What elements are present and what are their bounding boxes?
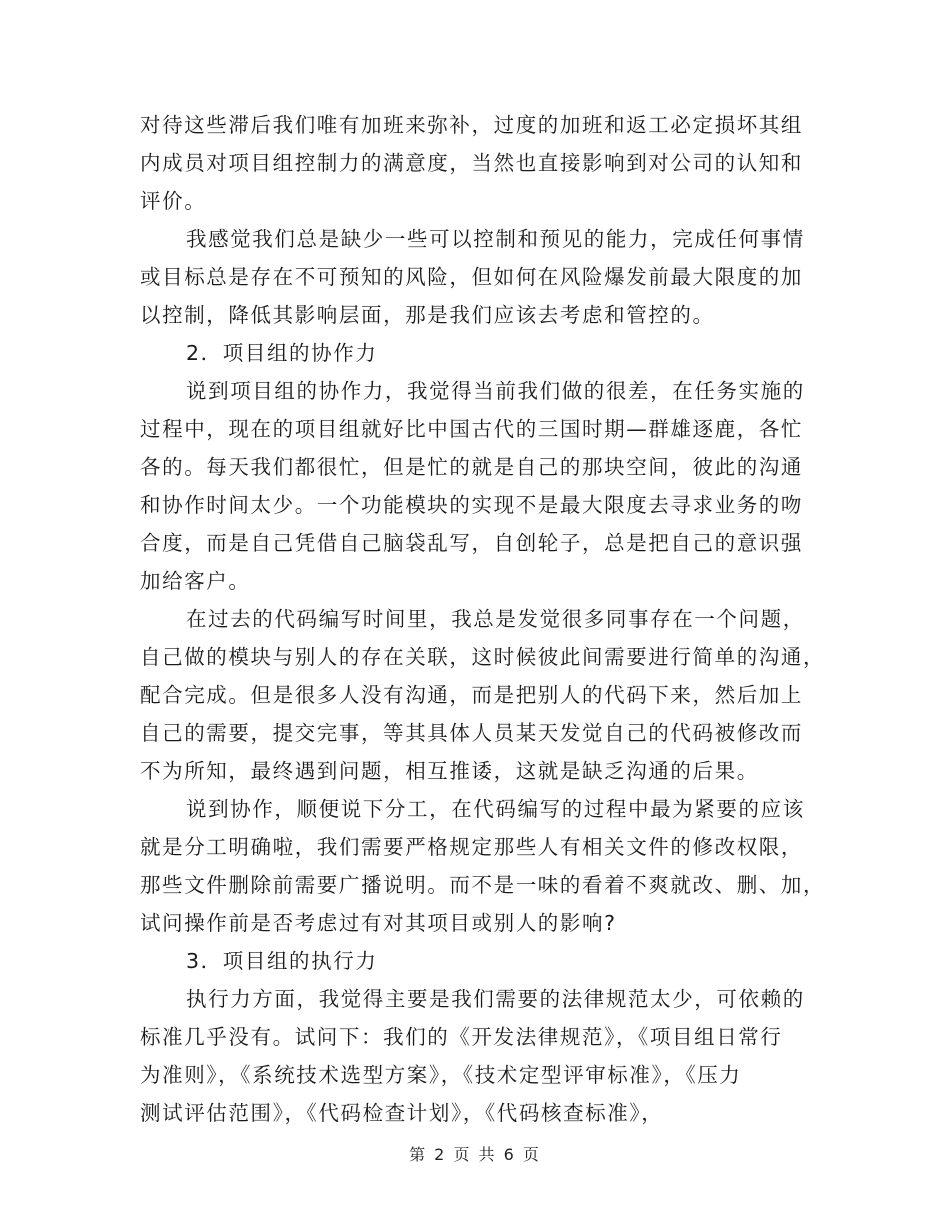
text-line: 测试评估范围》，《代码检查计划》，《代码核查标准》， xyxy=(140,1101,664,1125)
section-heading: 2．项目组的协作力 xyxy=(186,341,378,365)
text-line: 合度，而是自己凭借自己脑袋乱写，自创轮子，总是把自己的意识强 xyxy=(140,531,803,555)
text-line: 我感觉我们总是缺少一些可以控制和预见的能力，完成任何事情 xyxy=(186,227,805,251)
text-line: 配合完成。但是很多人没有沟通，而是把别人的代码下来，然后加上 xyxy=(140,683,803,707)
text-line: 在过去的代码编写时间里，我总是发觉很多同事存在一个问题， xyxy=(186,607,805,631)
text-line: 评价。 xyxy=(140,189,207,213)
text-line: 标准几乎没有。试问下：我们的《开发法律规范》，《项目组日常行 xyxy=(140,1025,783,1049)
text-line: 内成员对项目组控制力的满意度，当然也直接影响到对公司的认知和 xyxy=(140,151,803,175)
text-line: 自己做的模块与别人的存在关联，这时候彼此间需要进行简单的沟通， xyxy=(140,645,826,669)
text-line: 自己的需要，提交完事，等其具体人员某天发觉自己的代码被修改而 xyxy=(140,721,803,745)
text-line: 说到协作，顺便说下分工，在代码编写的过程中最为紧要的应该 xyxy=(186,797,805,821)
text-line: 以控制，降低其影响层面，那是我们应该去考虑和管控的。 xyxy=(140,303,715,327)
text-line: 和协作时间太少。一个功能模块的实现不是最大限度去寻求业务的吻 xyxy=(140,493,803,517)
section-heading: 3．项目组的执行力 xyxy=(186,949,378,973)
text-line: 那些文件删除前需要广播说明。而不是一味的看着不爽就改、删、加， xyxy=(140,873,826,897)
text-line: 试问操作前是否考虑过有对其项目或别人的影响? xyxy=(140,911,617,935)
text-line: 或目标总是存在不可预知的风险，但如何在风险爆发前最大限度的加 xyxy=(140,265,803,289)
text-line: 为准则》，《系统技术选型方案》，《技术定型评审标准》，《压力 xyxy=(140,1063,742,1087)
text-line: 对待这些滞后我们唯有加班来弥补，过度的加班和返工必定损坏其组 xyxy=(140,113,803,137)
document-body xyxy=(140,106,826,1132)
text-line: 过程中，现在的项目组就好比中国古代的三国时期—群雄逐鹿，各忙 xyxy=(140,417,803,441)
text-line: 执行力方面，我觉得主要是我们需要的法律规范太少，可依赖的 xyxy=(186,987,805,1011)
page-footer: 第 2 页 共 6 页 xyxy=(409,1145,541,1164)
text-line: 不为所知，最终遇到问题，相互推诿，这就是缺乏沟通的后果。 xyxy=(140,759,759,783)
text-line: 加给客户。 xyxy=(140,569,251,593)
text-line: 就是分工明确啦，我们需要严格规定那些人有相关文件的修改权限， xyxy=(140,835,803,859)
text-line: 说到项目组的协作力，我觉得当前我们做的很差，在任务实施的 xyxy=(186,379,805,403)
text-line: 各的。每天我们都很忙，但是忙的就是自己的那块空间，彼此的沟通 xyxy=(140,455,803,479)
